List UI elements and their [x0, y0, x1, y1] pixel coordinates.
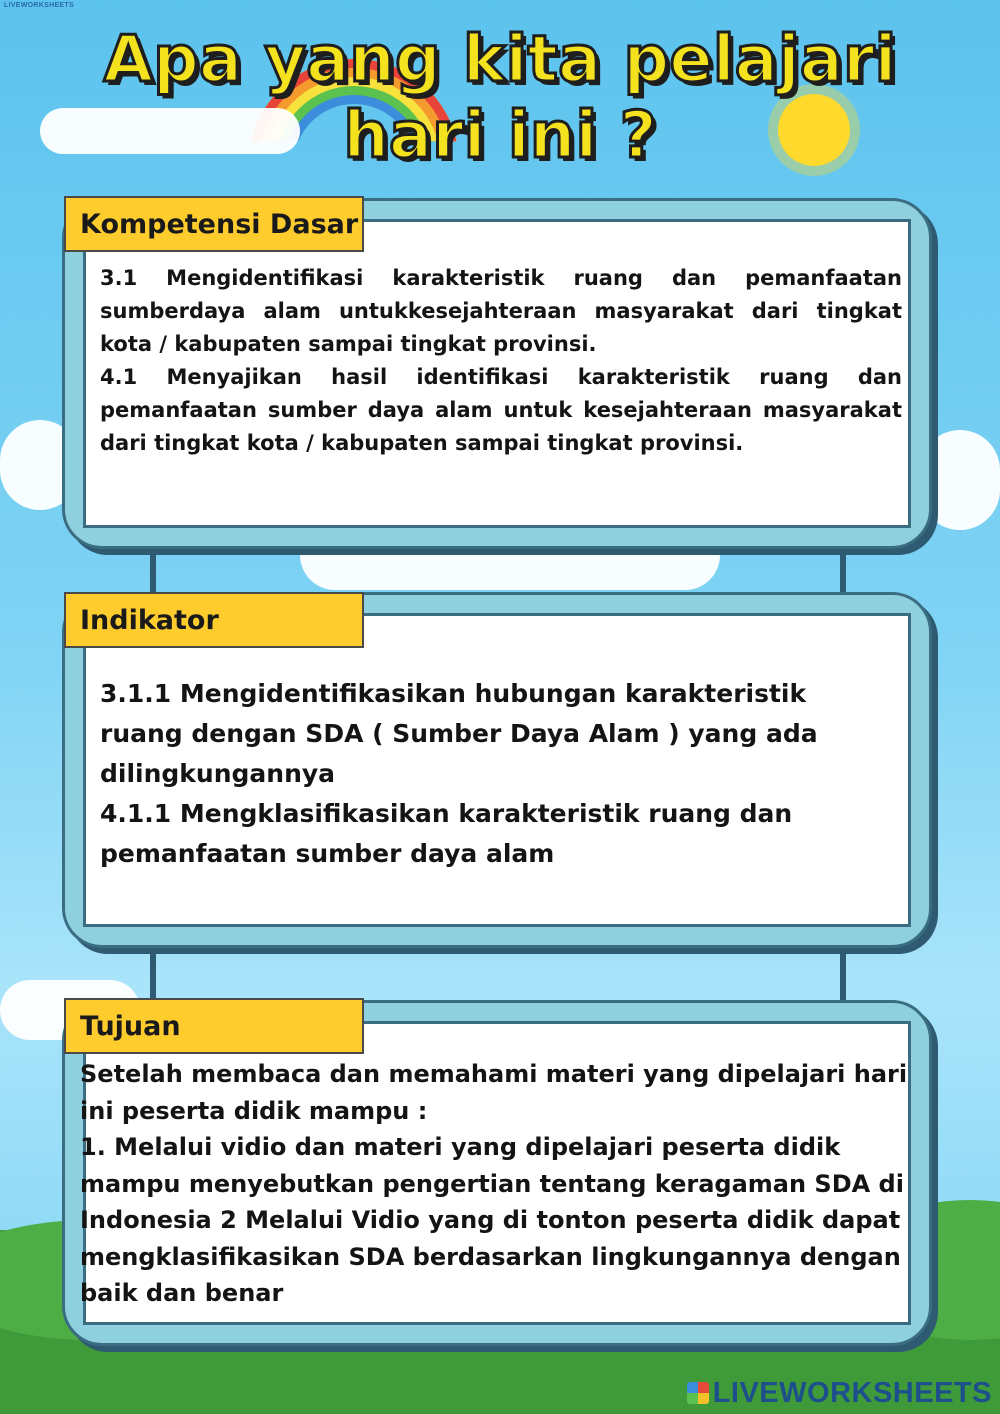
panel-connector — [840, 942, 846, 1002]
panel-connector — [150, 942, 156, 1002]
brand-small-logo: LIVEWORKSHEETS — [4, 2, 74, 9]
tujuan-body: 1. Melalui vidio dan materi yang dipelajari peserta didik mampu menyebutkan pengertian tentang keragaman SDA di Indonesia 2 Melalui Vidio yang di tonton peserta didik dapat mengklasifikasikan SDA berdasarkan lingkungannya dengan baik dan benar — [80, 1133, 904, 1307]
liveworksheets-logo-text: LIVEWORKSHEETS — [712, 1377, 992, 1409]
liveworksheets-logo-icon — [687, 1382, 709, 1404]
indikator-item-1: 3.1.1 Mengidentifikasikan hubungan karakteristik ruang dengan SDA ( Sumber Daya Alam ) yang ada dilingkungannya — [100, 679, 818, 788]
page-title — [0, 22, 1000, 174]
tujuan-intro: Setelah membaca dan memahami materi yang dipelajari hari ini peserta didik mampu : — [80, 1060, 908, 1125]
liveworksheets-logo — [687, 1377, 992, 1410]
panel-connector — [840, 545, 846, 595]
kompetensi-item-1: 3.1 Mengidentifikasi karakteristik ruang dan pemanfaatan sumberdaya alam untukkesejahteraan masyarakat dari tingkat kota / kabupaten sampai tingkat provinsi. — [100, 266, 902, 356]
indikator-label: Indikator — [64, 592, 364, 648]
kompetensi-label: Kompetensi Dasar — [64, 196, 364, 252]
title-line-2: hari ini ? — [343, 99, 657, 173]
title-line-1: Apa yang kita pelajari — [103, 23, 897, 97]
kompetensi-item-2: 4.1 Menyajikan hasil identifikasi karakteristik ruang dan pemanfaatan sumber daya alam untuk kesejahteraan masyarakat dari tingkat kota / kabupaten sampai tingkat provinsi. — [100, 365, 902, 455]
kompetensi-text — [100, 262, 902, 460]
tujuan-text — [80, 1056, 910, 1312]
tujuan-label: Tujuan — [64, 998, 364, 1054]
cloud-decoration — [920, 430, 1000, 530]
panel-connector — [150, 545, 156, 595]
indikator-item-2: 4.1.1 Mengklasifikasikan karakteristik ruang dan pemanfaatan sumber daya alam — [100, 799, 793, 868]
indikator-text — [100, 674, 860, 874]
